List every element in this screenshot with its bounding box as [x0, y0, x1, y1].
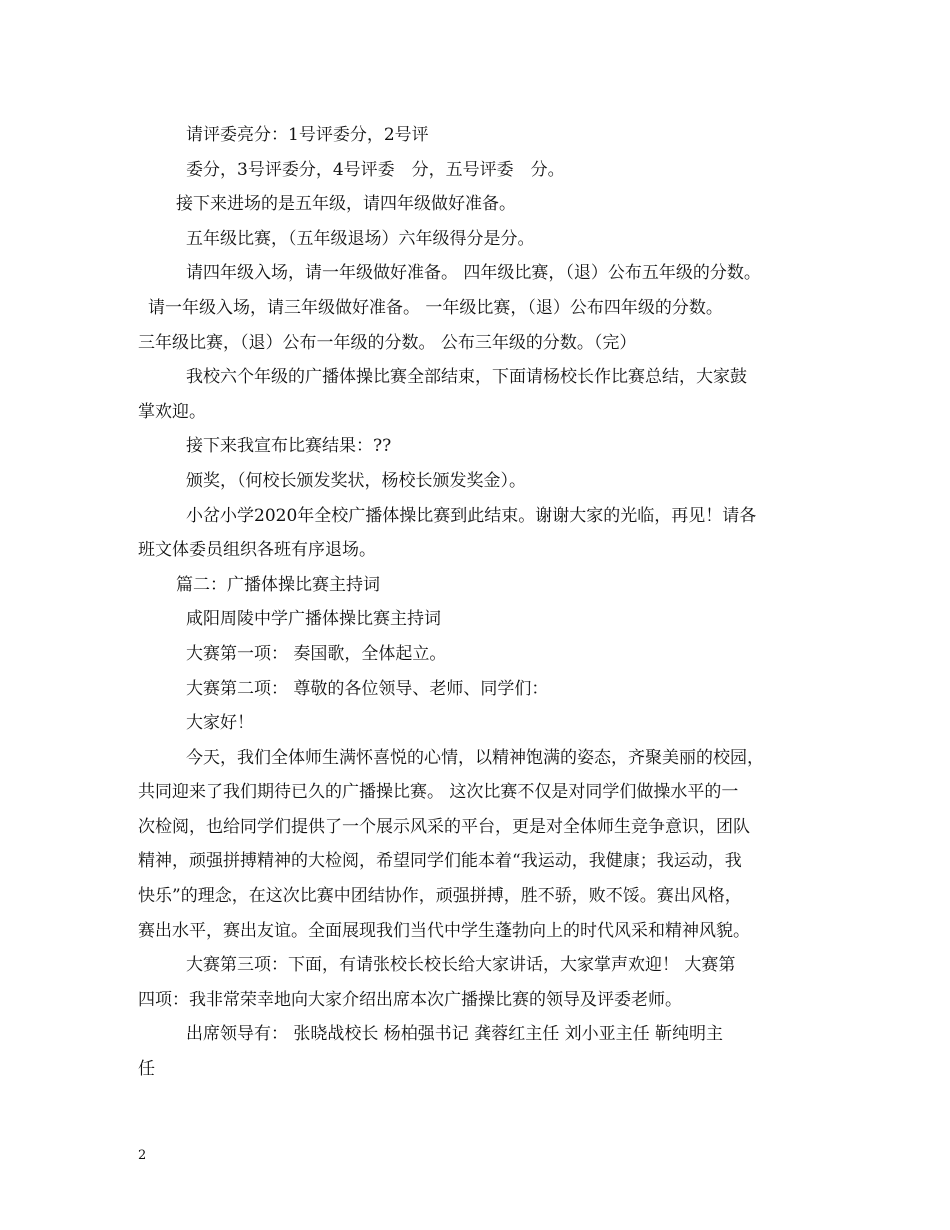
text-line: 颁奖，（何校长颁发奖状，杨校长颁发奖金）。	[186, 470, 526, 491]
text-line: 大赛第一项： 奏国歌，全体起立。	[186, 643, 447, 664]
text-line: 请一年级入场，请三年级做好准备。 一年级比赛，（退）公布四年级的分数。	[148, 297, 723, 318]
text-line: 今天，我们全体师生满怀喜悦的心情，以精神饱满的姿态，齐聚美丽的校园，	[186, 747, 764, 768]
text-line: 咸阳周陵中学广播体操比赛主持词	[186, 609, 441, 630]
page-number: 2	[138, 1148, 147, 1163]
text-line: 掌欢迎。	[138, 401, 206, 422]
text-line: 三年级比赛，（退）公布一年级的分数。 公布三年级的分数。（完）	[138, 332, 637, 353]
text-line: 快乐”的理念，在这次比赛中团结协作，顽强拼搏，胜不骄，败不馁。赛出风格，	[138, 886, 742, 907]
text-line: 次检阅，也给同学们提供了一个展示风采的平台，更是对全体师生竞争意识，团队	[138, 816, 750, 837]
text-line: 我校六个年级的广播体操比赛全部结束，下面请杨校长作比赛总结，大家鼓	[186, 367, 747, 388]
text-line: 班文体委员组织各班有序退场。	[138, 540, 376, 561]
text-line: 请评委亮分：1号评委分，2号评	[186, 125, 429, 145]
text-line: 接下来进场的是五年级，请四年级做好准备。	[176, 194, 516, 215]
document-body	[138, 118, 818, 1087]
text-line: 篇二：广播体操比赛主持词	[176, 574, 380, 595]
text-line: 请四年级入场，请一年级做好准备。 四年级比赛，（退）公布五年级的分数。	[186, 263, 761, 284]
text-line: 接下来我宣布比赛结果：??	[186, 436, 392, 457]
text-line: 委分，3号评委分，4号评委 分，五号评委 分。	[186, 159, 565, 180]
text-line: 四项：我非常荣幸地向大家介绍出席本次广播操比赛的领导及评委老师。	[138, 989, 682, 1010]
text-line: 任	[138, 1059, 155, 1080]
text-line: 小岔小学2020年全校广播体操比赛到此结束。谢谢大家的光临，再见！请各	[186, 505, 757, 526]
text-line: 共同迎来了我们期待已久的广播操比赛。 这次比赛不仅是对同学们做操水平的一	[138, 782, 739, 803]
text-line: 大家好！	[186, 713, 254, 734]
text-line: 出席领导有： 张晓战校长 杨柏强书记 龚蓉红主任 刘小亚主任 靳纯明主	[186, 1024, 724, 1045]
text-line: 精神，顽强拼搏精神的大检阅，希望同学们能本着“我运动，我健康；我运动，我	[138, 851, 742, 872]
text-line: 大赛第三项：下面，有请张校长校长给大家讲话，大家掌声欢迎！ 大赛第	[186, 955, 736, 976]
text-line: 赛出水平，赛出友谊。全面展现我们当代中学生蓬勃向上的时代风采和精神风貌。	[138, 920, 750, 941]
text-line: 五年级比赛，（五年级退场）六年级得分是分。	[186, 228, 535, 249]
text-line: 大赛第二项： 尊敬的各位领导、老师、同学们：	[186, 678, 549, 699]
